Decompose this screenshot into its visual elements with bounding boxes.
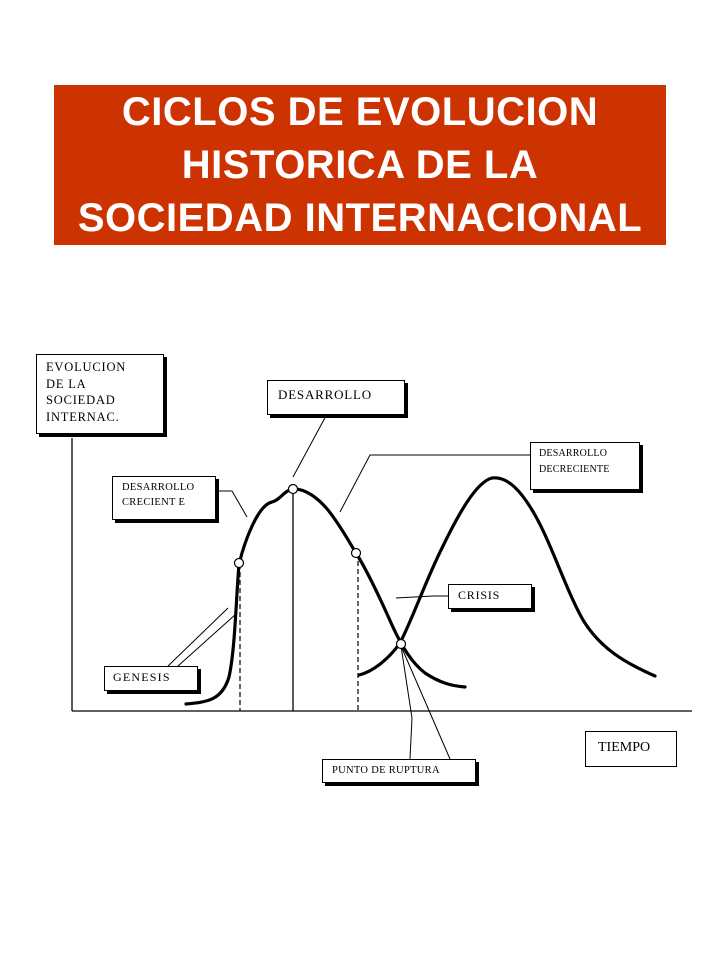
crisis-label: CRISIS <box>448 584 532 609</box>
title-line-3: SOCIEDAD INTERNACIONAL <box>77 195 643 240</box>
genesis-pointer-1 <box>168 608 228 666</box>
decreciente-pointer <box>340 455 530 512</box>
creciente-pointer <box>216 491 247 517</box>
genesis-label: GENESIS <box>104 666 198 691</box>
desarrollo-pointer <box>293 414 327 477</box>
x-axis-label: TIEMPO <box>585 731 677 767</box>
punto-de-ruptura-label: PUNTO DE RUPTURA <box>322 759 476 783</box>
crisis-pointer <box>396 596 448 598</box>
desarrollo-creciente-label: DESARROLLO CRECIENT E <box>112 476 216 520</box>
ruptura-pointer-2 <box>401 646 450 759</box>
marker-decline <box>352 549 361 558</box>
title-line-2: HISTORICA DE LA <box>181 142 539 187</box>
desarrollo-label: DESARROLLO <box>267 380 405 415</box>
marker-genesis <box>235 559 244 568</box>
y-axis-label: EVOLUCION DE LA SOCIEDAD INTERNAC. <box>36 354 164 434</box>
title-line-1: CICLOS DE EVOLUCION <box>121 89 599 134</box>
ruptura-pointer-1 <box>401 646 412 759</box>
genesis-pointer-2 <box>178 614 236 666</box>
marker-ruptura <box>397 640 406 649</box>
desarrollo-decreciente-label: DESARROLLO DECRECIENTE <box>530 442 640 490</box>
marker-peak <box>289 485 298 494</box>
